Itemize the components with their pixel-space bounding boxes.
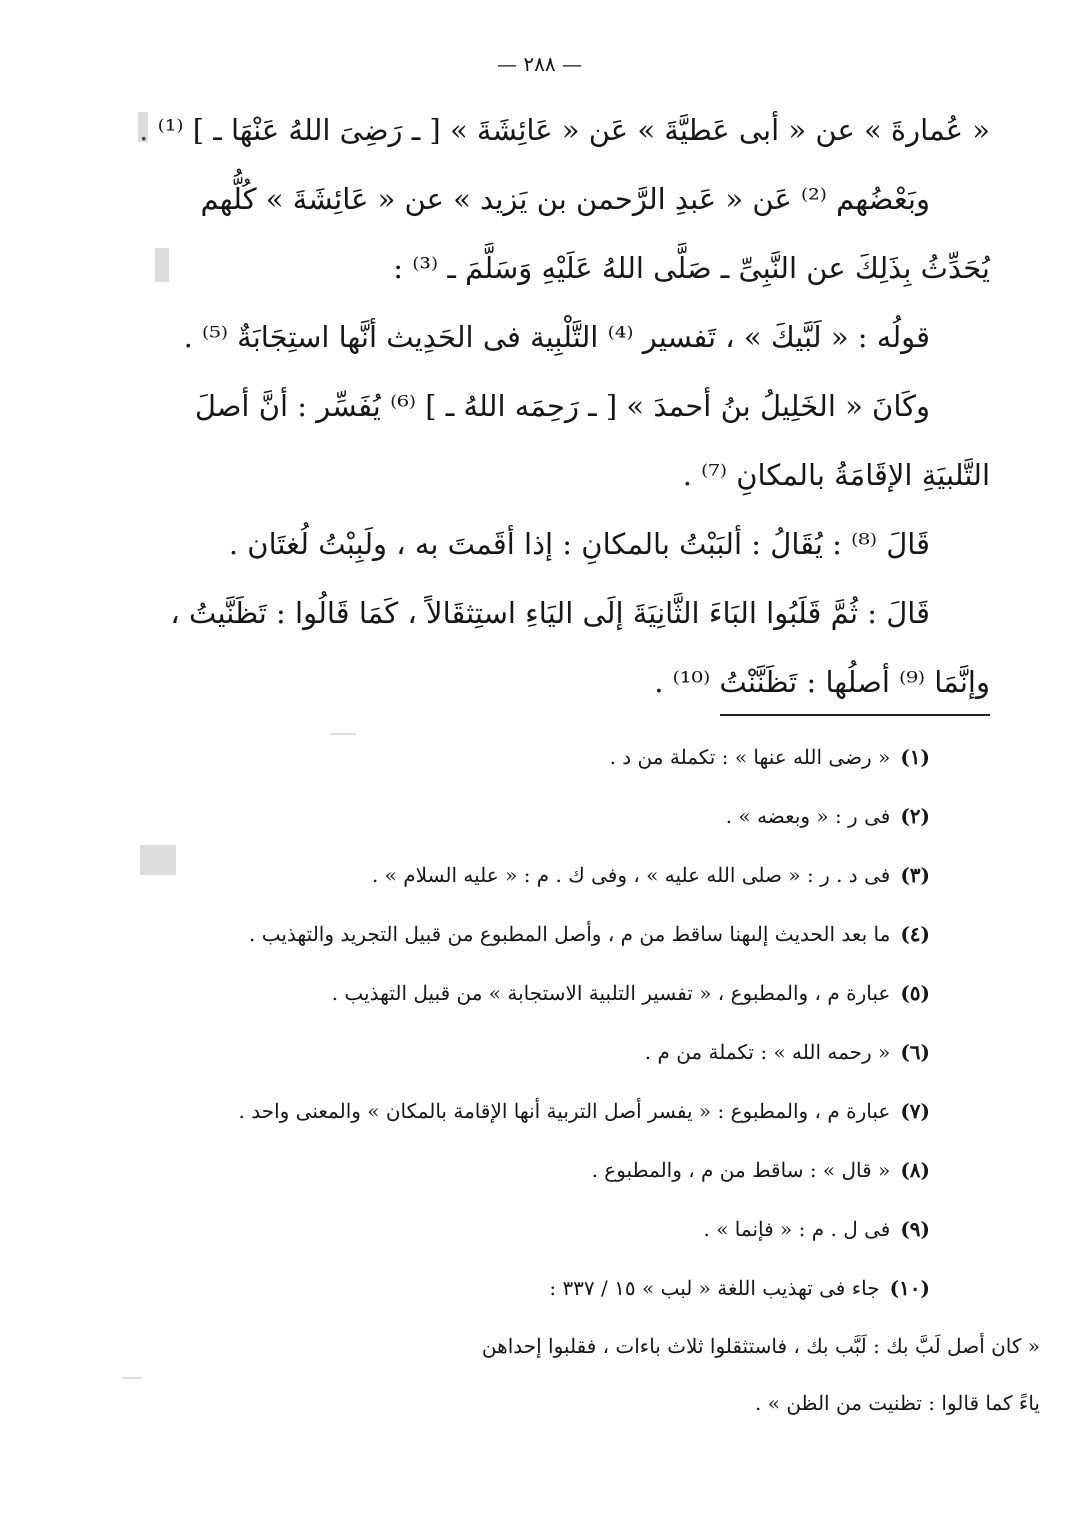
footnote-text: فى د . ر : « صلى الله عليه » ، وفى ك . م : « عليه السلام » . [371,863,891,887]
footnotes [120,728,1040,1432]
footnote-text: « رضى الله عنها » : تكملة من د . [609,745,891,769]
footnote-text: فى ر : « وبعضه » . [725,804,891,828]
footnote-item [110,905,930,964]
footnote-number: (٤) [900,922,930,946]
page-number: — ٢٨٨ — [497,52,582,76]
text-line: وكَانَ « الخَلِيلُ بنُ أحمدَ » [ ـ رَحِمَه اللهُ ـ ] ⁽⁶⁾ يُفَسِّر : أنَّ أصلَ [194,389,930,423]
scan-speck [140,845,176,875]
footnote-text: عبارة م ، والمطبوع ، « تفسير التلبية الاستجابة » من قبيل التهذيب . [331,981,891,1005]
footnote-number: (٦) [900,1040,930,1064]
text-line: قَالَ ⁽⁸⁾ : يُقَالُ : ألبَبْتُ بالمكانِ : إذا أقَمتَ به ، ولَبِبْتُ لُغتَان . [228,527,930,561]
footnote-item [120,1200,930,1259]
footnote-number: (٣) [900,863,930,887]
footnote-number: (١٠) [889,1276,930,1300]
text-line: وإنَّمَا ⁽⁹⁾ أصلُها : تَظَنَّنْتُ ⁽¹⁰⁾ . [654,665,990,699]
footnote-quote-line: « كان أصل لَبَّ بك : لَبَّب بك ، فاستثقلوا ثلاث باءات ، فقلبوا إحداهن [481,1334,1040,1358]
footnote-number: (٢) [900,804,930,828]
footnote-number: (٧) [900,1099,930,1123]
footnote-item [120,787,930,846]
footnote-number: (٥) [900,981,930,1005]
footnote-quote-line: ياءً كما قالوا : تظنيت من الظن » . [755,1391,1040,1415]
text-line: وبَعْضُهم ⁽²⁾ عَن « عَبدِ الرَّحمن بن يَزيد » عن « عَائِشَةَ » كُلُّهم [200,182,930,216]
footnote-text: « رحمه الله » : تكملة من م . [644,1040,891,1064]
scan-speck [138,112,148,142]
scan-speck [122,1377,142,1379]
scan-speck [330,733,356,735]
footnote-item [120,1259,930,1318]
footnote-text: جاء فى تهذيب اللغة « لبب » ١٥ / ٣٣٧ : [549,1276,880,1300]
footnote-divider [720,714,990,716]
footnote-item [110,1082,930,1141]
footnote-text: ما بعد الحديث إلىهنا ساقط من م ، وأصل المطبوع من قبيل التجريد والتهذيب . [249,922,891,946]
footnote-item [120,1141,930,1200]
footnote-text: فى ل . م : « فإنما » . [703,1217,891,1241]
text-line: يُحَدِّثُ بِذَلِكَ عن النَّبِىِّ ـ صَلَّى اللهُ عَلَيْهِ وَسَلَّمَ ـ ⁽³⁾ : [393,251,990,285]
footnote-text: عبارة م ، والمطبوع : « يفسر أصل التربية أنها الإقامة بالمكان » والمعنى واحد . [238,1099,891,1123]
footnote-number: (١) [900,745,930,769]
footnote-number: (٩) [900,1217,930,1241]
footnote-text: « قال » : ساقط من م ، والمطبوع . [591,1158,891,1182]
footnote-number: (٨) [900,1158,930,1182]
main-text [139,96,990,717]
footnote-item [120,846,930,905]
text-line: « عُمارةَ » عن « أبى عَطيَّةَ » عَن « عَائِشَةَ » [ ـ رَضِىَ اللهُ عَنْهَا ـ ] ⁽¹⁾ . [139,113,990,147]
footnote-item [120,728,930,787]
scan-speck [155,248,169,282]
footnote-item [110,964,930,1023]
text-line: التَّلبيَةِ الإقَامَةُ بالمكانِ ⁽⁷⁾ . [682,458,990,492]
footnote-item [120,1023,930,1082]
text-line: قولُه : « لَبَّيكَ » ، تَفسير ⁽⁴⁾ التَّلْبِية فى الحَدِيث أنَّها استِجَابَةٌ ⁽⁵⁾ . [183,320,930,354]
text-line: قَالَ : ثُمَّ قَلَبُوا البَاءَ الثَّانِيَةَ إلَى اليَاءِ استِثقَالاً ، كَمَا قَالُوا : تَظَنَّيتُ ، [170,596,930,630]
